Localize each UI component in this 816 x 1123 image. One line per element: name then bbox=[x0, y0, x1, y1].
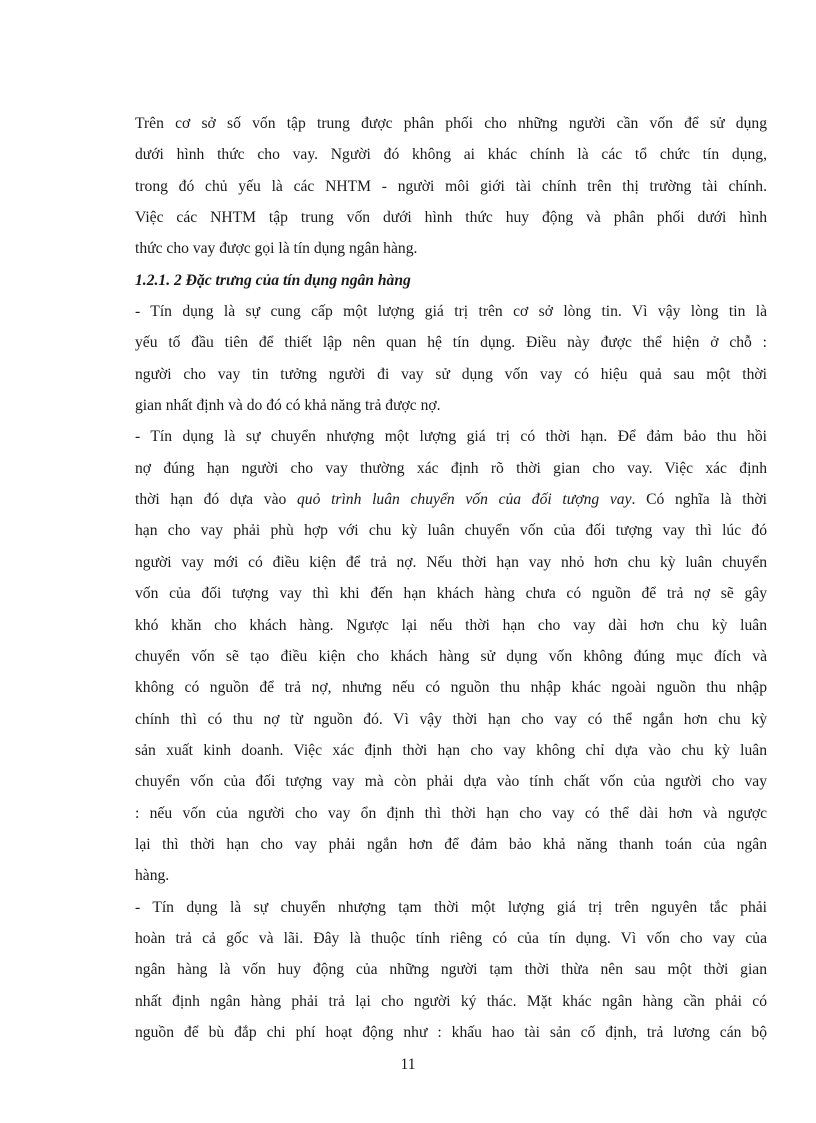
text-line: Việc các NHTM tập trung vốn dưới hình thức huy động và phân phối dưới hình bbox=[135, 209, 767, 227]
text-line: - Tín dụng là sự chuyển nhượng một lượng giá trị có thời hạn. Để đảm bảo thu hồi bbox=[135, 428, 767, 446]
text-line: ngân hàng là vốn huy động của những người tạm thời thừa nên sau một thời gian bbox=[135, 961, 767, 979]
text-segment: . Có nghĩa là thời bbox=[631, 491, 767, 509]
paragraph-term bbox=[135, 421, 767, 891]
text-line: : nếu vốn của người cho vay ổn định thì thời hạn cho vay có thể dài hơn và ngược bbox=[135, 804, 767, 822]
text-line: - Tín dụng là sự chuyển nhượng tạm thời một lượng giá trị trên nguyên tắc phải bbox=[135, 898, 767, 916]
text-line: nhất định ngân hàng phải trả lại cho người ký thác. Mặt khác ngân hàng cần phải có bbox=[135, 992, 767, 1010]
text-line: - Tín dụng là sự cung cấp một lượng giá trị trên cơ sở lòng tin. Vì vậy lòng tin là bbox=[135, 303, 767, 321]
text-line: thức cho vay được gọi là tín dụng ngân hàng. bbox=[135, 240, 418, 258]
text-line: chuyển vốn của đối tượng vay mà còn phải dựa vào tính chất vốn của người cho vay bbox=[135, 773, 767, 791]
paragraph-repayment bbox=[135, 892, 767, 1049]
text-line: hàng. bbox=[135, 867, 170, 885]
text-line: hạn cho vay phải phù hợp với chu kỳ luân chuyển vốn của đối tượng vay thì lúc đó bbox=[135, 522, 767, 540]
text-line: chuyển vốn sẽ tạo điều kiện cho khách hàng sử dụng vốn không đúng mục đích và bbox=[135, 647, 767, 665]
page-number: 11 bbox=[400, 1056, 416, 1073]
text-line: yếu tố đầu tiên để thiết lập nên quan hệ tín dụng. Điều này được thể hiện ở chỗ : bbox=[135, 334, 767, 352]
emphasized-phrase: quỏ trình luân chuyển vốn của đối tượng vay bbox=[296, 491, 632, 509]
text-segment: thời hạn đó dựa vào bbox=[135, 491, 297, 509]
text-line: gian nhất định và do đó có khả năng trả được nợ. bbox=[135, 397, 441, 415]
text-line: người vay mới có điều kiện để trả nợ. Nếu thời hạn vay nhỏ hơn chu kỳ luân chuyển bbox=[135, 553, 767, 571]
text-line: hoàn trả cả gốc và lãi. Đây là thuộc tính riêng có của tín dụng. Vì vốn cho vay của bbox=[135, 929, 767, 947]
text-line: nợ đúng hạn người cho vay thường xác định rõ thời gian cho vay. Việc xác định bbox=[135, 459, 767, 477]
text-line: người cho vay tin tưởng người đi vay sử dụng vốn vay có hiệu quả sau một thời bbox=[135, 365, 767, 383]
text-line: sản xuất kinh doanh. Việc xác định thời hạn cho vay không chỉ dựa vào chu kỳ luân bbox=[135, 741, 767, 759]
text-line: trong đó chủ yếu là các NHTM - người môi giới tài chính trên thị trường tài chính. bbox=[135, 177, 767, 195]
text-line: khó khăn cho khách hàng. Ngược lại nếu thời hạn cho vay dài hơn chu kỳ luân bbox=[135, 616, 767, 634]
text-line: dưới hình thức cho vay. Người đó không ai khác chính là các tổ chức tín dụng, bbox=[135, 146, 767, 164]
document-page bbox=[135, 108, 767, 1048]
text-line-with-emphasis bbox=[135, 484, 767, 515]
section-heading: 1.2.1. 2 Đặc trưng của tín dụng ngân hàng bbox=[135, 271, 411, 289]
paragraph-intro bbox=[135, 108, 767, 265]
text-line: nguồn để bù đắp chi phí hoạt động như : khấu hao tài sản cố định, trả lương cán bộ bbox=[135, 1023, 767, 1041]
paragraph-trust bbox=[135, 296, 767, 421]
text-line: Trên cơ sở số vốn tập trung được phân phối cho những người cần vốn để sử dụng bbox=[135, 115, 767, 132]
text-line: chính thì có thu nợ từ nguồn đó. Vì vậy thời hạn cho vay có thể ngắn hơn chu kỳ bbox=[135, 710, 767, 728]
text-line: vốn của đối tượng vay thì khi đến hạn khách hàng chưa có nguồn để trả nợ sẽ gây bbox=[135, 585, 767, 603]
text-line: không có nguồn để trả nợ, nhưng nếu có nguồn thu nhập khác ngoài nguồn thu nhập bbox=[135, 679, 767, 697]
text-line: lại thì thời hạn cho vay phải ngắn hơn để đảm bảo khả năng thanh toán của ngân bbox=[135, 835, 767, 853]
